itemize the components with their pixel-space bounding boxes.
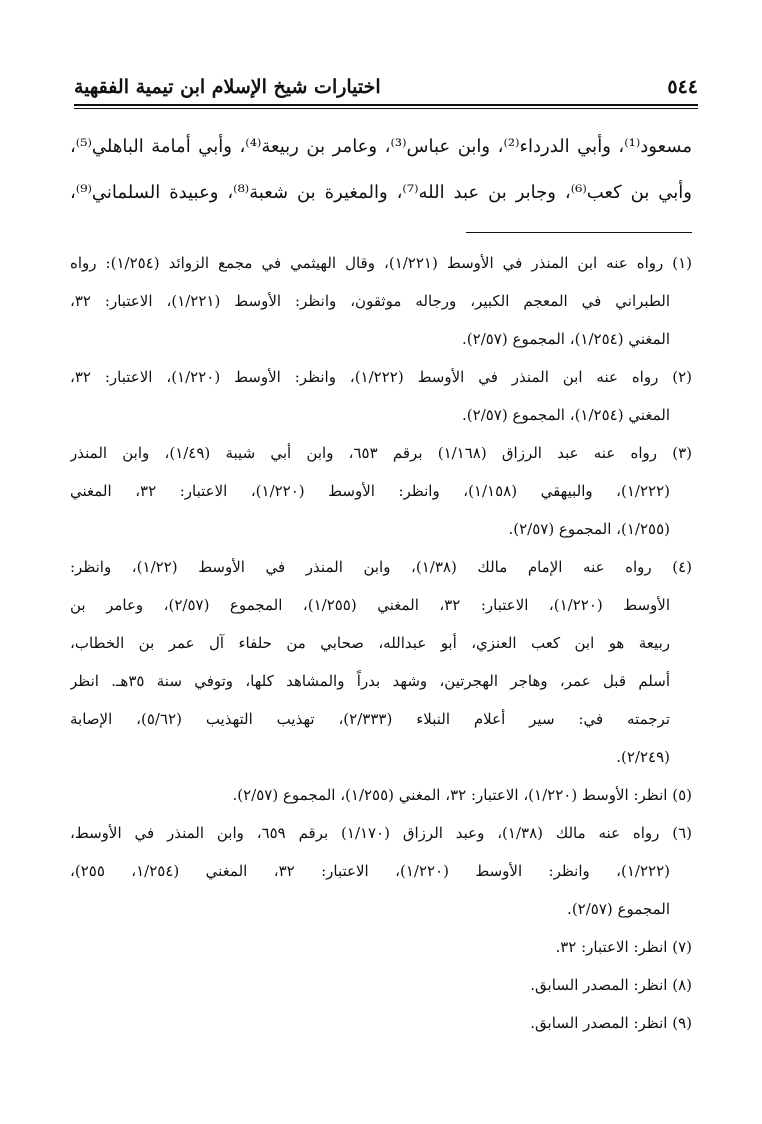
- footnote-line: (٣) رواه عنه عبد الرزاق (١/١٦٨) برقم ٦٥٣، وابن أبي شيبة (١/٤٩)، وابن المنذر: [70, 444, 692, 462]
- body-line: وأبي بن كعب⁽⁶⁾، وجابر بن عبد الله⁽⁷⁾، والمغيرة بن شعبة⁽⁸⁾، وعبيدة السلماني⁽⁹⁾،: [70, 182, 692, 203]
- footnote-separator: [466, 232, 692, 233]
- footnote-line: (٤) رواه عنه الإمام مالك (١/٣٨)، وابن المنذر في الأوسط (١/٢٢)، وانظر:: [70, 558, 692, 576]
- footnote-1: [70, 244, 692, 358]
- footnote-line: (١/٢٥٥)، المجموع (٢/٥٧).: [508, 520, 670, 538]
- main-text: [70, 124, 692, 216]
- running-title: اختيارات شيخ الإسلام ابن تيمية الفقهية: [74, 76, 381, 98]
- footnote-line: ترجمته في: سير أعلام النبلاء (٢/٣٣٣)، تهذيب التهذيب (٥/٦٢)، الإصابة: [70, 710, 671, 728]
- footnote-line: (٢) رواه عنه ابن المنذر في الأوسط (١/٢٢٢)، وانظر: الأوسط (١/٢٢٠)، الاعتبار: ٣٢،: [70, 368, 692, 386]
- footnote-line: (٩) انظر: المصدر السابق.: [530, 1014, 692, 1032]
- footnote-line: المغني (١/٢٥٤)، المجموع (٢/٥٧).: [462, 330, 670, 348]
- footnote-2: [70, 358, 692, 434]
- footnote-6: [70, 814, 692, 928]
- footnote-line: (١/٢٢٢)، وانظر: الأوسط (١/٢٢٠)، الاعتبار: ٣٢، المغني (١/٢٥٤، ٢٥٥)،: [70, 862, 671, 880]
- footnote-3: [70, 434, 692, 548]
- footnote-line: (٥) انظر: الأوسط (١/٢٢٠)، الاعتبار: ٣٢، المغني (١/٢٥٥)، المجموع (٢/٥٧).: [232, 786, 692, 804]
- footnote-8: [70, 966, 692, 1004]
- footnote-line: (١/٢٢٢)، والبيهقي (١/١٥٨)، وانظر: الأوسط (١/٢٢٠)، الاعتبار: ٣٢، المغني: [70, 482, 670, 500]
- body-line: مسعود⁽¹⁾، وأبي الدرداء⁽²⁾، وابن عباس⁽³⁾، وعامر بن ربيعة⁽⁴⁾، وأبي أمامة الباهلي⁽⁵⁾،: [70, 136, 692, 157]
- footnote-line: ربيعة هو ابن كعب العنزي، أبو عبدالله، صحابي من حلفاء آل عمر بن الخطاب،: [70, 634, 670, 652]
- footnote-line: (٦) رواه عنه مالك (١/٣٨)، وعبد الرزاق (١/١٧٠) برقم ٦٥٩، وابن المنذر في الأوسط،: [70, 824, 692, 842]
- header-rule-thin: [74, 108, 698, 109]
- header-rule: [74, 104, 698, 106]
- footnote-line: أسلم قبل عمر، وهاجر الهجرتين، وشهد بدراً والمشاهد كلها، وتوفي سنة ٣٥هـ. انظر: [70, 672, 670, 690]
- footnote-line: (٢/٢٤٩).: [616, 748, 670, 766]
- footnote-line: (٨) انظر: المصدر السابق.: [530, 976, 692, 994]
- footnotes: [70, 244, 692, 1042]
- footnote-line: (٧) انظر: الاعتبار: ٣٢.: [555, 938, 692, 956]
- footnote-9: [70, 1004, 692, 1042]
- footnote-line: المجموع (٢/٥٧).: [567, 900, 670, 918]
- page-number: ٥٤٤: [667, 76, 698, 98]
- footnote-line: الطبراني في المعجم الكبير، ورجاله موثقون، وانظر: الأوسط (١/٢٢١)، الاعتبار: ٣٢،: [70, 292, 670, 310]
- footnote-line: الأوسط (١/٢٢٠)، الاعتبار: ٣٢، المغني (١/٢٥٥)، المجموع (٢/٥٧)، وعامر بن: [70, 596, 671, 614]
- footnote-line: المغني (١/٢٥٤)، المجموع (٢/٥٧).: [462, 406, 670, 424]
- footnote-line: (١) رواه عنه ابن المنذر في الأوسط (١/٢٢١)، وقال الهيثمي في مجمع الزوائد (١/٢٥٤): رواه: [70, 254, 692, 272]
- footnote-5: [70, 776, 692, 814]
- running-header: [74, 72, 698, 102]
- footnote-4: [70, 548, 692, 776]
- footnote-7: [70, 928, 692, 966]
